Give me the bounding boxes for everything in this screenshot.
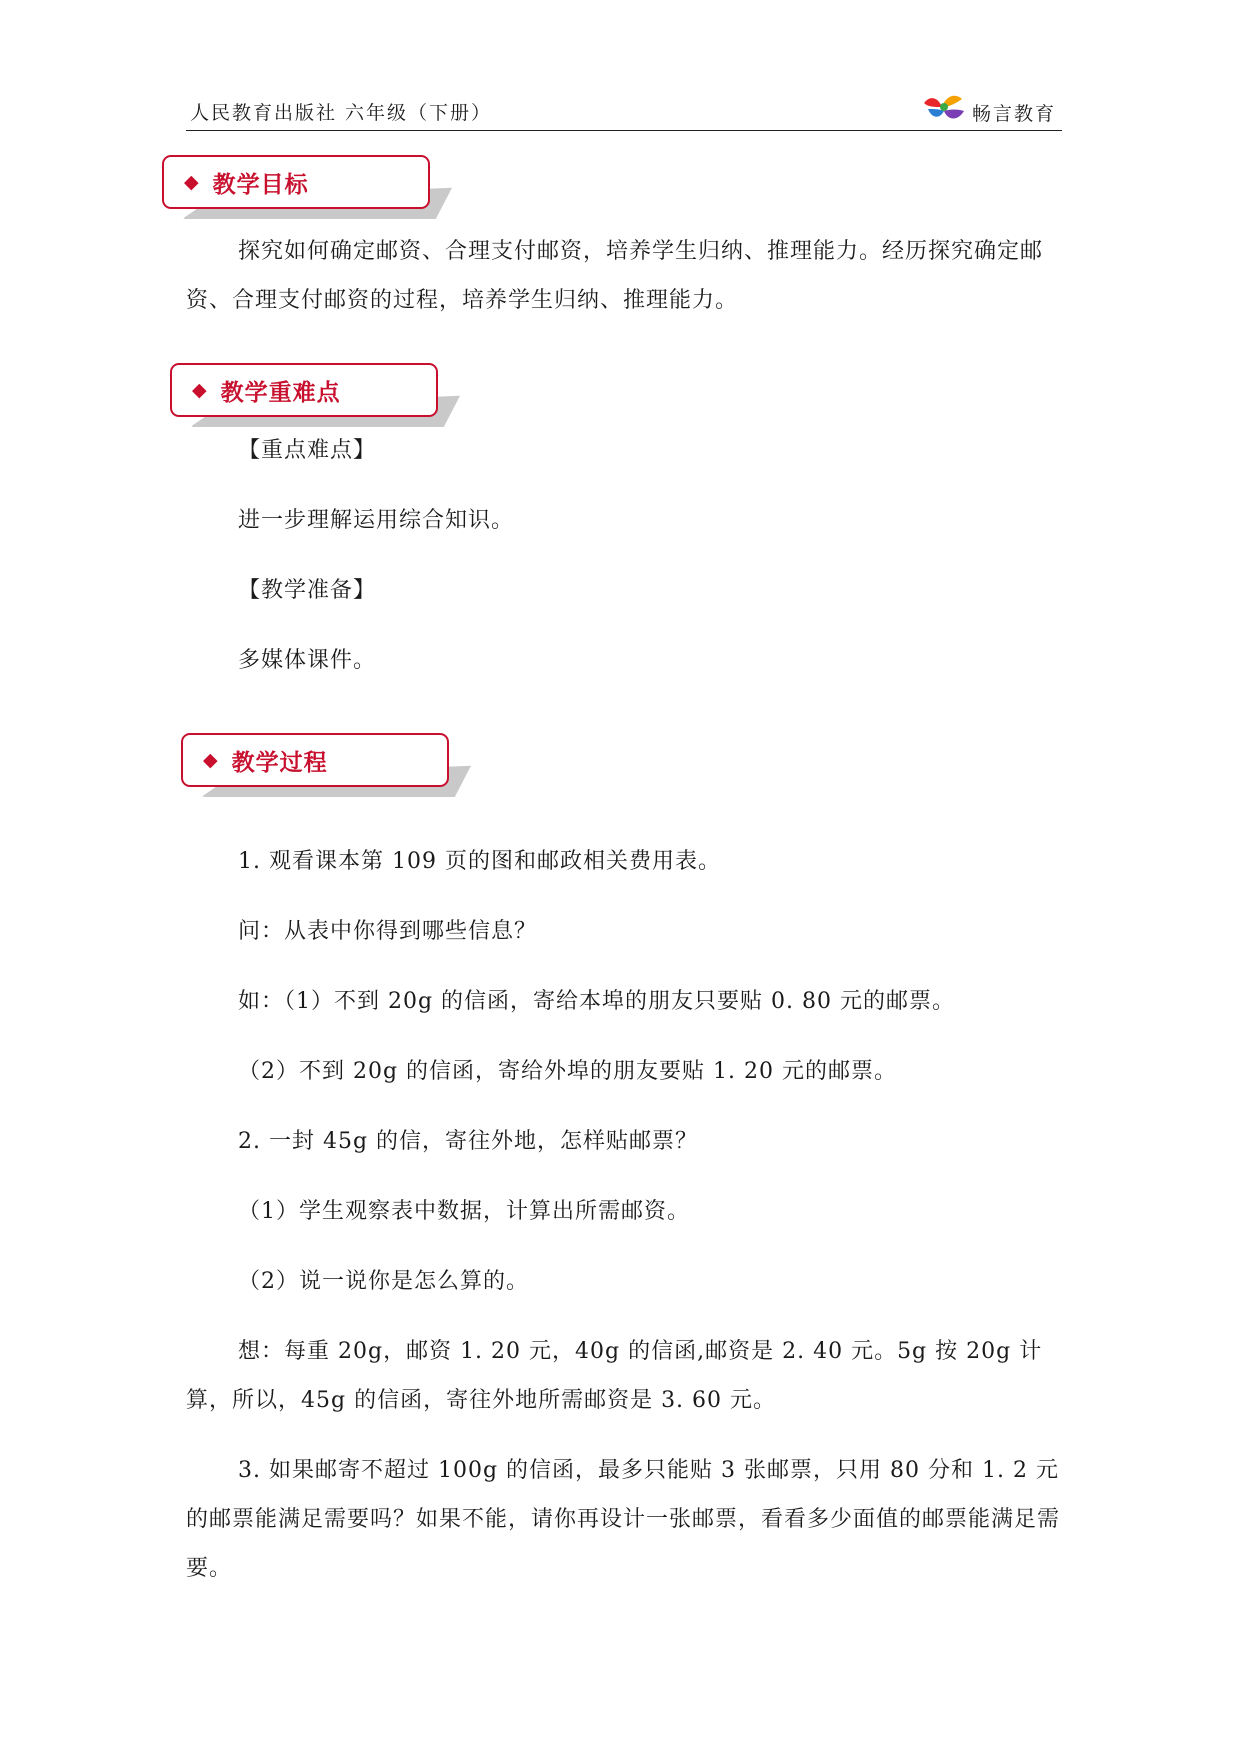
process-question: 问：从表中你得到哪些信息？ <box>238 919 538 944</box>
publisher-text: 人民教育出版社 六年级（下册） <box>190 102 493 124</box>
page-header <box>186 96 1062 131</box>
prep-label: 【教学准备】 <box>238 578 377 603</box>
brand <box>920 88 1056 128</box>
process-step-2: （2）说一说你是怎么算的。 <box>238 1269 529 1294</box>
header-box <box>162 155 430 209</box>
section-process-header <box>181 733 453 787</box>
diamond-bullet-icon: ◆ <box>192 379 207 401</box>
process-item-3: 3. 如果邮寄不超过 100g 的信函，最多只能贴 3 张邮票，只用 80 分和 1. 2 元的邮票能满足需要吗？如果不能，请你再设计一张邮票，看看多少面值的邮票能满足需要。 <box>186 1458 1061 1581</box>
goals-paragraph: 探究如何确定邮资、合理支付邮资，培养学生归纳、推理能力。经历探究确定邮资、合理支付邮资的过程，培养学生归纳、推理能力。 <box>186 239 1044 313</box>
process-reasoning: 想：每重 20g，邮资 1. 20 元，40g 的信函,邮资是 2. 40 元。5g 按 20g 计算，所以，45g 的信函，寄往外地所需邮资是 3. 60 元。 <box>186 1339 1043 1413</box>
process-item-2: 2. 一封 45g 的信，寄往外地，怎样贴邮票？ <box>238 1129 699 1154</box>
brand-name: 畅言教育 <box>971 102 1056 125</box>
process-example-1: 如：（1）不到 20g 的信函，寄给本埠的朋友只要贴 0. 80 元的邮票。 <box>238 989 956 1014</box>
difficulty-text: 进一步理解运用综合知识。 <box>238 508 515 533</box>
section-title: 教学过程 <box>231 749 328 776</box>
diamond-bullet-icon: ◆ <box>203 749 218 771</box>
process-item-1: 1. 观看课本第 109 页的图和邮政相关费用表。 <box>238 849 721 874</box>
diamond-bullet-icon: ◆ <box>184 171 199 193</box>
section-keypoints-header <box>170 363 442 417</box>
process-step-1: （1）学生观察表中数据，计算出所需邮资。 <box>238 1199 690 1224</box>
process-example-2: （2）不到 20g 的信函，寄给外埠的朋友要贴 1. 20 元的邮票。 <box>238 1059 898 1084</box>
section-title: 教学重难点 <box>220 379 341 406</box>
prep-text: 多媒体课件。 <box>238 648 377 673</box>
section-goals-header <box>162 155 434 209</box>
header-box <box>170 363 438 417</box>
section-title: 教学目标 <box>212 171 309 198</box>
difficulty-label: 【重点难点】 <box>238 438 377 463</box>
header-box <box>181 733 449 787</box>
brand-logo-icon <box>920 89 966 127</box>
